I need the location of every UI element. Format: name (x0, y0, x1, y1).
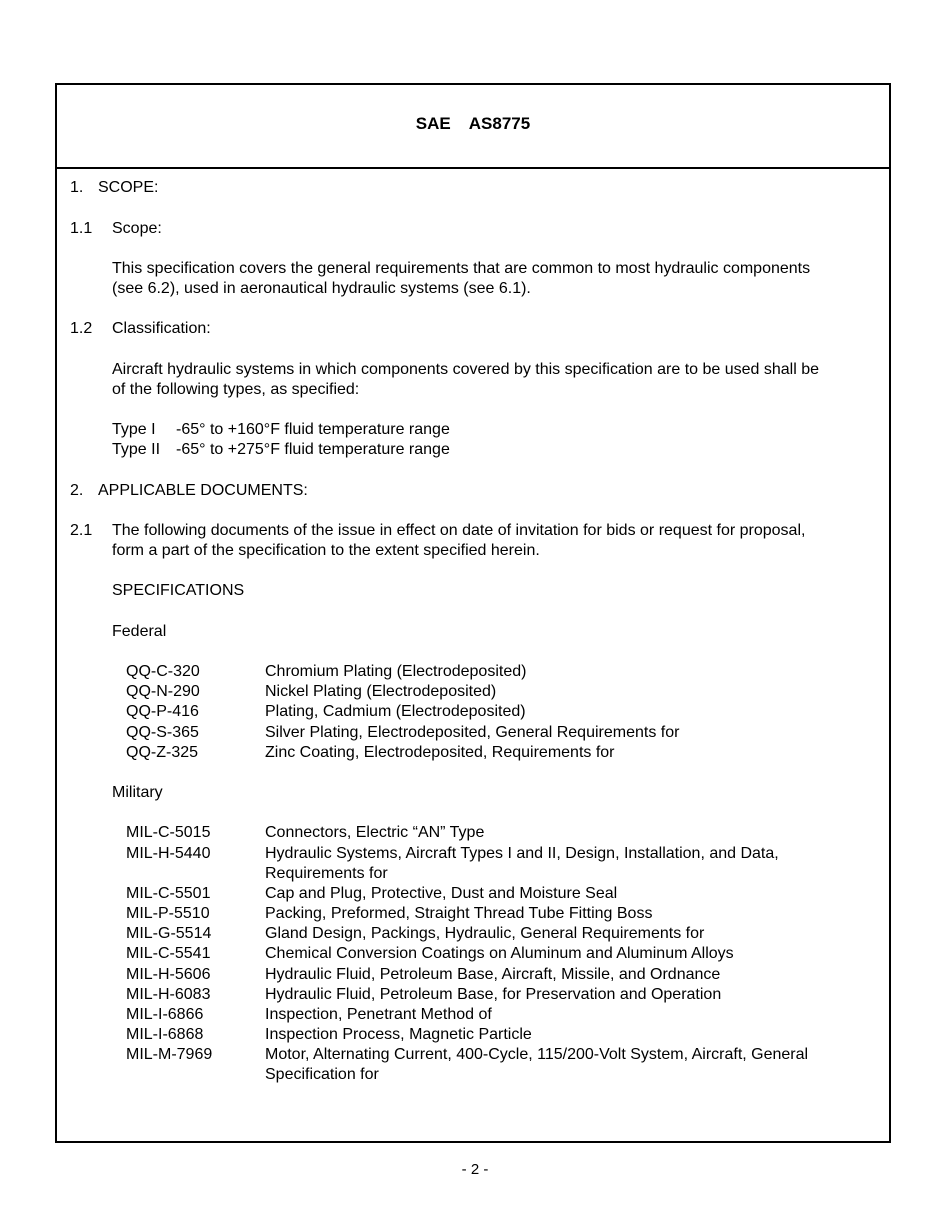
spec-code: MIL-C-5015 (126, 824, 211, 841)
spec-title: Inspection Process, Magnetic Particle (265, 1026, 532, 1043)
section-1-heading: SCOPE: (98, 179, 159, 196)
section-1-number: 1. (70, 179, 84, 196)
spec-code: QQ-C-320 (126, 663, 200, 680)
type-range: -65° to +275°F fluid temperature range (176, 441, 450, 458)
spec-code: QQ-P-416 (126, 703, 199, 720)
spec-title: Chemical Conversion Coatings on Aluminum and Aluminum Alloys (265, 945, 734, 962)
spec-code: QQ-Z-325 (126, 744, 199, 761)
type-label: Type I (112, 421, 156, 438)
page-number: - 2 - (461, 1161, 489, 1178)
spec-title: Motor, Alternating Current, 400-Cycle, 115/200-Volt System, Aircraft, General (265, 1046, 809, 1063)
spec-code: MIL-H-6083 (126, 986, 211, 1003)
org-label: SAE (415, 114, 451, 133)
spec-title: Chromium Plating (Electrodeposited) (265, 663, 527, 680)
military-heading: Military (112, 784, 163, 801)
spec-title-continued: Specification for (265, 1066, 379, 1083)
section-2-number: 2. (70, 482, 84, 499)
paragraph-line: Aircraft hydraulic systems in which components covered by this specification are to be used shall be (112, 361, 820, 378)
paragraph-line: of the following types, as specified: (112, 381, 360, 398)
paragraph-line: This specification covers the general requirements that are common to most hydraulic components (112, 260, 811, 277)
spec-code: QQ-N-290 (126, 683, 200, 700)
type-label: Type II (112, 441, 161, 458)
document-title (57, 114, 889, 134)
spec-title: Gland Design, Packings, Hydraulic, General Requirements for (265, 925, 705, 942)
spec-title-continued: Requirements for (265, 865, 388, 882)
spec-code: MIL-C-5541 (126, 945, 211, 962)
spec-code: MIL-H-5606 (126, 966, 211, 983)
spec-code: MIL-C-5501 (126, 885, 211, 902)
paragraph-line: form a part of the specification to the extent specified herein. (112, 542, 540, 559)
spec-title: Silver Plating, Electrodeposited, General Requirements for (265, 724, 680, 741)
section-2-1-number: 2.1 (70, 522, 93, 539)
spec-title: Hydraulic Systems, Aircraft Types I and II, Design, Installation, and Data, (265, 845, 779, 862)
spec-code: MIL-M-7969 (126, 1046, 213, 1063)
spec-title: Inspection, Penetrant Method of (265, 1006, 492, 1023)
spec-code: MIL-G-5514 (126, 925, 212, 942)
section-1-2-number: 1.2 (70, 320, 93, 337)
spec-code: MIL-H-5440 (126, 845, 211, 862)
spec-code: QQ-S-365 (126, 724, 199, 741)
spec-title: Plating, Cadmium (Electrodeposited) (265, 703, 526, 720)
section-1-1-number: 1.1 (70, 220, 93, 237)
section-2-heading: APPLICABLE DOCUMENTS: (98, 482, 308, 499)
type-range: -65° to +160°F fluid temperature range (176, 421, 450, 438)
paragraph-line: The following documents of the issue in effect on date of invitation for bids or request for proposal, (112, 522, 806, 539)
spec-code: MIL-I-6866 (126, 1006, 204, 1023)
spec-title: Zinc Coating, Electrodeposited, Requirements for (265, 744, 615, 761)
spec-title: Hydraulic Fluid, Petroleum Base, Aircraft, Missile, and Ordnance (265, 966, 721, 983)
spec-code: MIL-I-6868 (126, 1026, 204, 1043)
spec-title: Cap and Plug, Protective, Dust and Moisture Seal (265, 885, 618, 902)
specifications-heading: SPECIFICATIONS (112, 582, 245, 599)
spec-code: MIL-P-5510 (126, 905, 210, 922)
spec-title: Nickel Plating (Electrodeposited) (265, 683, 497, 700)
document-header (57, 85, 889, 169)
paragraph-line: (see 6.2), used in aeronautical hydraulic systems (see 6.1). (112, 280, 531, 297)
spec-title: Hydraulic Fluid, Petroleum Base, for Preservation and Operation (265, 986, 722, 1003)
section-1-1-title: Scope: (112, 220, 162, 237)
spec-title: Packing, Preformed, Straight Thread Tube Fitting Boss (265, 905, 653, 922)
doc-number: AS8775 (468, 114, 531, 133)
spec-title: Connectors, Electric “AN” Type (265, 824, 485, 841)
federal-heading: Federal (112, 623, 167, 640)
section-1-2-title: Classification: (112, 320, 211, 337)
